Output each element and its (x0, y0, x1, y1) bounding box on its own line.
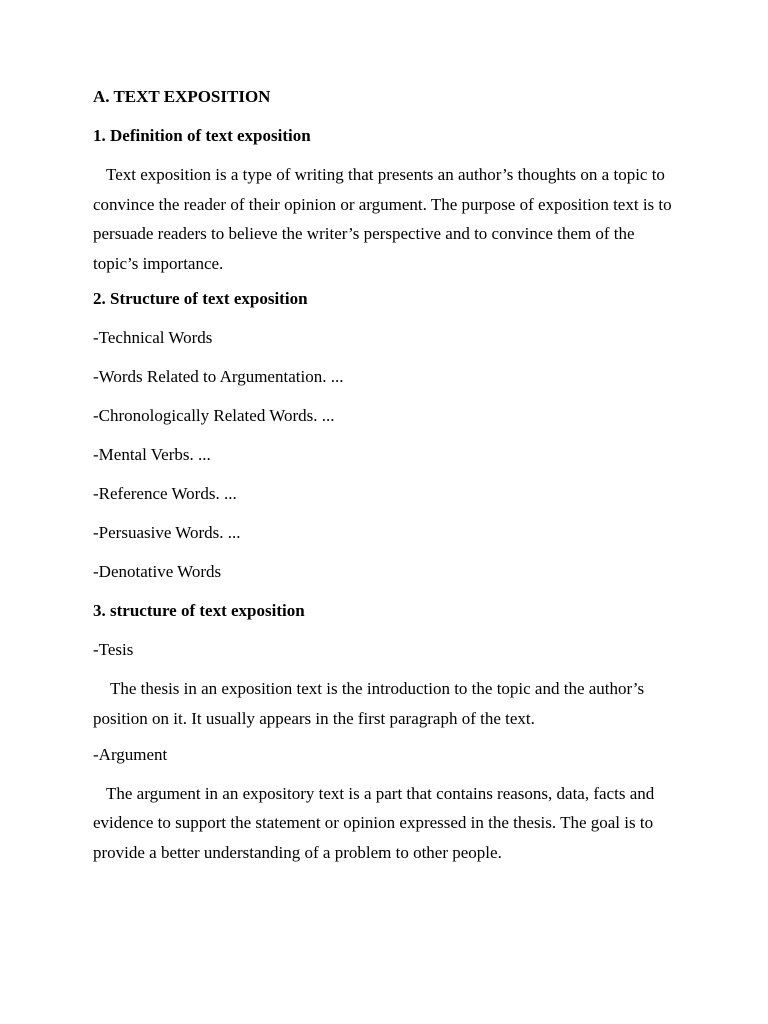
list-item: -Reference Words. ... (93, 484, 237, 504)
argument-label: -Argument (93, 744, 168, 764)
thesis-paragraph: The thesis in an exposition text is the introduction to the topic and the author’s position on it. It usually appears in the first paragraph of the text. (93, 679, 645, 728)
document-page (93, 85, 673, 876)
list-item: -Mental Verbs. ... (93, 445, 211, 465)
structure-heading-2: 3. structure of text exposition (93, 601, 305, 621)
section-title: A. TEXT EXPOSITION (93, 87, 271, 106)
list-item: -Chronologically Related Words. ... (93, 406, 335, 426)
structure-heading: 2. Structure of text exposition (93, 289, 308, 309)
list-item: -Technical Words (93, 328, 213, 348)
thesis-label: -Tesis (93, 640, 134, 660)
argument-paragraph: The argument in an expository text is a part that contains reasons, data, facts and evidence to support the statement or opinion expressed in the thesis. The goal is to provide a better understanding of a problem to other people. (93, 783, 655, 862)
list-item: -Words Related to Argumentation. ... (93, 367, 344, 387)
list-item: -Denotative Words (93, 562, 222, 582)
definition-paragraph: Text exposition is a type of writing that presents an author’s thoughts on a topic to convince the reader of their opinion or argument. The purpose of exposition text is to persuade readers to believe the writer’s perspective and to convince them of the topic’s importance. (93, 165, 672, 273)
definition-heading: 1. Definition of text exposition (93, 126, 311, 145)
list-item: -Persuasive Words. ... (93, 523, 241, 543)
